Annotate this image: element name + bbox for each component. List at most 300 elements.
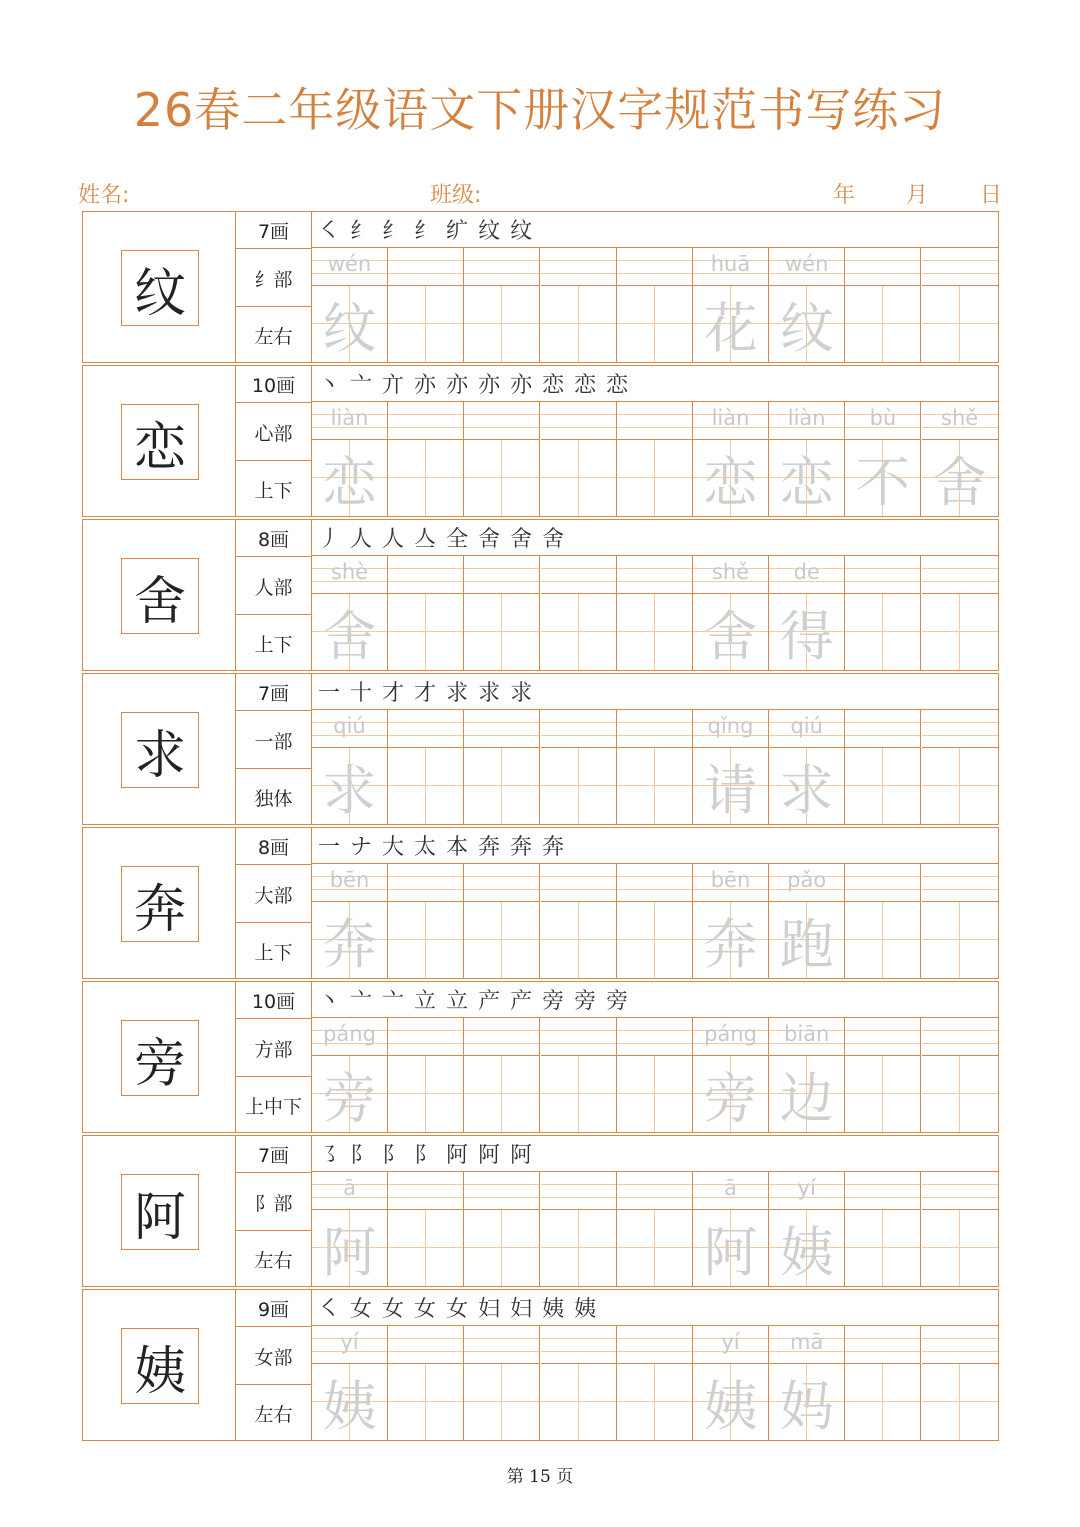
structure: 上下 [236,460,311,517]
structure: 独体 [236,768,311,825]
practice-cell[interactable] [617,1018,693,1132]
pinyin-box [388,1172,463,1210]
stroke-step: 妇 [478,1297,501,1322]
stroke-step: 妇 [510,1297,533,1322]
stroke-order [312,982,998,1018]
pinyin-text: wén [327,252,372,276]
main-char-cell [82,1135,236,1287]
tian-grid [845,286,920,362]
pinyin-box [541,402,616,440]
pinyin-box [617,402,692,440]
pinyin-text: yí [797,1176,816,1200]
tian-grid [617,748,692,824]
tian-grid [388,286,463,362]
trace-char: 妈 [779,1374,834,1438]
trace-char: 求 [779,758,834,822]
practice-cell[interactable] [922,710,998,824]
tian-grid [464,1056,539,1132]
writing-grid [311,519,999,671]
tian-grid [769,286,844,362]
stroke-step: 亠 [350,989,373,1014]
char-row [82,1289,999,1443]
stroke-order [312,520,998,556]
pinyin-box [845,1018,920,1056]
trace-char: 旁 [322,1066,377,1130]
main-char-cell [82,1289,236,1441]
practice-cell[interactable] [388,710,464,824]
tian-grid [541,1210,616,1286]
practice-cell[interactable] [922,1018,998,1132]
practice-cell[interactable] [464,248,540,362]
practice-cell[interactable] [693,1018,769,1132]
practice-cell[interactable] [845,1172,921,1286]
practice-cell[interactable] [693,556,769,670]
practice-cell[interactable] [388,1326,464,1440]
tian-grid [464,440,539,516]
stroke-step: 姨 [574,1297,597,1322]
practice-cell[interactable] [464,402,540,516]
stroke-step: 立 [446,989,469,1014]
stroke-count: 9画 [257,1298,290,1321]
pinyin-text: yí [340,1330,359,1354]
tian-grid [922,1210,998,1286]
practice-cell[interactable] [693,248,769,362]
tian-grid [769,594,844,670]
radical: 女部 [236,1326,311,1385]
radical: 方部 [236,1018,311,1077]
practice-cell[interactable] [693,710,769,824]
trace-char: 纹 [779,296,834,360]
practice-cell[interactable] [541,864,617,978]
practice-cell[interactable] [922,1172,998,1286]
practice-cell[interactable] [922,864,998,978]
pinyin-box [769,710,844,748]
practice-cell[interactable] [693,864,769,978]
stroke-step: 女 [446,1297,469,1322]
practice-cell[interactable] [388,1172,464,1286]
stroke-step: 姨 [542,1297,565,1322]
tian-grid [541,1364,616,1440]
practice-cells [312,1018,998,1132]
char-info [235,1135,312,1287]
month-label: 月 [906,183,929,208]
tian-grid [693,748,768,824]
writing-grid [311,365,999,517]
char-row [82,1135,999,1289]
name-label: 姓名: [78,183,130,208]
radical: 一部 [236,710,311,769]
char-row [82,519,999,673]
radical: 人部 [236,556,311,615]
stroke-step: 亦 [446,373,469,398]
stroke-order [312,828,998,864]
practice-cell[interactable] [769,248,845,362]
trace-char: 得 [779,604,834,668]
stroke-step: 才 [382,681,405,706]
tian-grid [769,1364,844,1440]
pinyin-box [922,1172,998,1210]
main-char: 求 [121,712,199,788]
pinyin-box [617,556,692,594]
trace-char: 舍 [703,604,758,668]
pinyin-text: ā [724,1176,737,1200]
trace-char: 花 [703,296,758,360]
practice-cell[interactable] [541,1326,617,1440]
tian-grid [693,1364,768,1440]
pinyin-box [769,1326,844,1364]
practice-cell[interactable] [769,1172,845,1286]
main-char: 旁 [121,1020,199,1096]
tian-grid [617,286,692,362]
pinyin-box [388,1018,463,1056]
practice-cell[interactable] [845,556,921,670]
tian-grid [693,286,768,362]
tian-grid [617,1210,692,1286]
practice-cell[interactable] [769,1326,845,1440]
stroke-step: 旁 [606,989,629,1014]
stroke-step: 恋 [606,373,629,398]
trace-char: 请 [703,758,758,822]
tian-grid [541,594,616,670]
tian-grid [922,1056,998,1132]
trace-char: 跑 [779,912,834,976]
trace-char: 奔 [703,912,758,976]
tian-grid [845,1210,920,1286]
stroke-step: 女 [382,1297,405,1322]
pinyin-box [617,1326,692,1364]
pinyin-box [312,1172,387,1210]
stroke-step: 亼 [414,527,437,552]
practice-cell[interactable] [845,248,921,362]
stroke-step: 舍 [478,527,501,552]
practice-cell[interactable] [541,1018,617,1132]
tian-grid [769,440,844,516]
pinyin-box [541,248,616,286]
stroke-step: 求 [478,681,501,706]
practice-cell[interactable] [617,248,693,362]
char-row [82,365,999,519]
main-char: 纹 [121,250,199,326]
tian-grid [388,440,463,516]
stroke-count: 7画 [257,682,290,705]
pinyin-text: mā [790,1330,824,1354]
practice-cell[interactable] [312,248,388,362]
pinyin-text: shè [330,560,369,584]
practice-cell[interactable] [464,1018,540,1132]
pinyin-text: liàn [330,406,369,430]
tian-grid [312,594,387,670]
char-row [82,673,999,827]
trace-char: 姨 [322,1374,377,1438]
practice-cell[interactable] [617,402,693,516]
practice-cell[interactable] [464,1172,540,1286]
practice-cell[interactable] [617,556,693,670]
pinyin-box [845,864,920,902]
pinyin-box [541,710,616,748]
pinyin-box [541,1018,616,1056]
pinyin-box [312,1326,387,1364]
practice-cell[interactable] [922,556,998,670]
pinyin-box [922,1018,998,1056]
practice-cell[interactable] [541,1172,617,1286]
practice-cell[interactable] [312,864,388,978]
page-title: 26春二年级语文下册汉字规范书写练习 [133,83,947,137]
pinyin-text: shě [711,560,750,584]
pinyin-box [388,402,463,440]
tian-grid [312,902,387,978]
stroke-step: 舍 [542,527,565,552]
practice-cell[interactable] [617,1172,693,1286]
tian-grid [312,1210,387,1286]
stroke-step: 太 [414,835,437,860]
pinyin-text: bù [869,406,897,430]
practice-cells [312,710,998,824]
page-number: 第 15 页 [506,1467,574,1487]
tian-grid [845,594,920,670]
stroke-step: 舍 [510,527,533,552]
pinyin-box [541,556,616,594]
stroke-step: 纹 [478,219,501,244]
practice-cell[interactable] [922,402,998,516]
tian-grid [617,1056,692,1132]
practice-cell[interactable] [388,1018,464,1132]
practice-cell[interactable] [769,556,845,670]
pinyin-text: ā [343,1176,356,1200]
practice-cell[interactable] [845,710,921,824]
tian-grid [541,1056,616,1132]
stroke-step: 恋 [542,373,565,398]
practice-cell[interactable] [693,1172,769,1286]
pinyin-box [617,864,692,902]
practice-cell[interactable] [845,1326,921,1440]
stroke-order [312,1290,998,1326]
practice-cells [312,402,998,516]
char-info [235,211,312,363]
writing-grid [311,1289,999,1441]
tian-grid [312,286,387,362]
pinyin-text: huā [710,252,751,276]
pinyin-box [464,864,539,902]
writing-grid [311,673,999,825]
pinyin-box [617,1172,692,1210]
practice-cell[interactable] [312,556,388,670]
main-char: 奔 [121,866,199,942]
tian-grid [312,748,387,824]
pinyin-box [845,248,920,286]
stroke-step: 奔 [510,835,533,860]
tian-grid [693,1056,768,1132]
pinyin-box [769,1172,844,1210]
trace-char: 舍 [932,450,987,514]
practice-cell[interactable] [541,248,617,362]
tian-grid [617,1364,692,1440]
practice-cells [312,248,998,362]
practice-cell[interactable] [845,402,921,516]
stroke-step: 亦 [414,373,437,398]
practice-cell[interactable] [464,864,540,978]
radical: 大部 [236,864,311,923]
pinyin-box [312,1018,387,1056]
pinyin-box [388,864,463,902]
pinyin-box [769,1018,844,1056]
practice-cell[interactable] [312,1172,388,1286]
stroke-step: 亦 [510,373,533,398]
radical: 阝部 [236,1172,311,1231]
practice-cell[interactable] [388,556,464,670]
pinyin-text: biān [784,1022,830,1046]
practice-cell[interactable] [769,1018,845,1132]
stroke-step: 纩 [446,219,469,244]
structure: 左右 [236,1230,311,1287]
stroke-step: ㇌ [318,1143,341,1168]
tian-grid [845,1056,920,1132]
practice-cell[interactable] [464,556,540,670]
practice-cell[interactable] [464,710,540,824]
practice-cell[interactable] [845,1018,921,1132]
tian-grid [464,594,539,670]
tian-grid [541,286,616,362]
practice-cell[interactable] [541,556,617,670]
stroke-step: ㇛ [318,1297,341,1322]
practice-cell[interactable] [312,710,388,824]
practice-cell[interactable] [312,402,388,516]
pinyin-text: liàn [787,406,826,430]
trace-char: 恋 [703,450,758,514]
stroke-step: 全 [446,527,469,552]
stroke-step: 纟 [382,219,405,244]
pinyin-box [388,710,463,748]
practice-cell[interactable] [769,864,845,978]
radical: 心部 [236,402,311,461]
radical: 纟部 [236,248,311,307]
pinyin-box [464,402,539,440]
practice-cell[interactable] [388,248,464,362]
trace-char: 旁 [703,1066,758,1130]
pinyin-text: páng [704,1022,757,1046]
pinyin-box [769,248,844,286]
practice-cells [312,1326,998,1440]
pinyin-text: páng [323,1022,376,1046]
pinyin-box [693,1018,768,1056]
pinyin-text: qiú [790,714,823,738]
pinyin-box [312,556,387,594]
practice-cell[interactable] [617,710,693,824]
pinyin-box [541,864,616,902]
pinyin-text: de [793,560,820,584]
practice-cell[interactable] [541,402,617,516]
practice-cell[interactable] [769,402,845,516]
practice-cell[interactable] [312,1326,388,1440]
main-char: 舍 [121,558,199,634]
pinyin-box [845,1172,920,1210]
tian-grid [693,440,768,516]
stroke-step: 旁 [574,989,597,1014]
practice-cell[interactable] [312,1018,388,1132]
practice-cell[interactable] [617,864,693,978]
trace-char: 阿 [322,1220,377,1284]
pinyin-box [693,710,768,748]
stroke-step: 求 [510,681,533,706]
pinyin-box [464,1172,539,1210]
practice-cells [312,556,998,670]
pinyin-box [769,402,844,440]
pinyin-text: liàn [711,406,750,430]
pinyin-box [388,556,463,594]
tian-grid [312,1056,387,1132]
stroke-step: 女 [350,1297,373,1322]
pinyin-box [464,556,539,594]
tian-grid [693,1210,768,1286]
stroke-step: 纟 [350,219,373,244]
trace-char: 姨 [703,1374,758,1438]
stroke-step: 一 [318,681,341,706]
practice-cell[interactable] [693,1326,769,1440]
practice-cell[interactable] [388,864,464,978]
practice-cell[interactable] [541,710,617,824]
practice-cell[interactable] [769,710,845,824]
stroke-step: 阝 [382,1143,405,1168]
stroke-step: 恋 [574,373,597,398]
tian-grid [388,1210,463,1286]
stroke-count: 8画 [257,836,290,859]
tian-grid [464,902,539,978]
practice-cell[interactable] [388,402,464,516]
practice-cells [312,864,998,978]
pinyin-box [541,1326,616,1364]
tian-grid [769,1210,844,1286]
practice-cell[interactable] [464,1326,540,1440]
tian-grid [693,902,768,978]
char-info [235,365,312,517]
pinyin-box [845,556,920,594]
main-char: 恋 [121,404,199,480]
stroke-step: 亣 [382,373,405,398]
practice-cell[interactable] [845,864,921,978]
tian-grid [845,440,920,516]
stroke-count: 7画 [257,1144,290,1167]
pinyin-box [541,1172,616,1210]
practice-cell[interactable] [693,402,769,516]
stroke-step: 亠 [382,989,405,1014]
char-info [235,519,312,671]
stroke-step: 才 [414,681,437,706]
stroke-step: 人 [350,527,373,552]
stroke-step: 求 [446,681,469,706]
tian-grid [464,286,539,362]
tian-grid [617,594,692,670]
stroke-step: 丶 [318,989,341,1014]
practice-cell[interactable] [922,1326,998,1440]
practice-cell[interactable] [617,1326,693,1440]
stroke-step: 人 [382,527,405,552]
stroke-step: 女 [414,1297,437,1322]
writing-grid [311,827,999,979]
stroke-step: 十 [350,681,373,706]
stroke-step: 阝 [350,1143,373,1168]
tian-grid [388,1364,463,1440]
practice-cell[interactable] [922,248,998,362]
main-char-cell [82,981,236,1133]
stroke-step: ナ [350,835,373,860]
pinyin-box [845,710,920,748]
practice-cells [312,1172,998,1286]
stroke-count: 8画 [257,528,290,551]
stroke-step: ㇛ [318,219,341,244]
trace-char: 恋 [779,450,834,514]
trace-char: 求 [322,758,377,822]
main-char: 姨 [121,1328,199,1404]
pinyin-box [769,864,844,902]
